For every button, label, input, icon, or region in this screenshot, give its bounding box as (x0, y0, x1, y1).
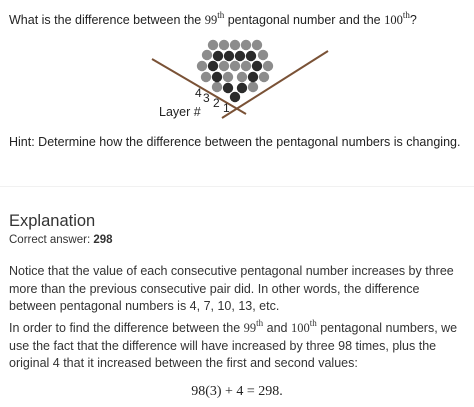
dot (235, 51, 245, 61)
question-sup2: th (402, 10, 410, 20)
correct-answer-label: Correct answer: (9, 234, 94, 246)
layer-label-4: 4 (195, 86, 202, 100)
explanation-paragraph-2 (9, 320, 469, 373)
question-middle: pentagonal number and the (224, 13, 385, 27)
dot (230, 92, 240, 102)
right-diagonal-line (222, 51, 328, 118)
dot (202, 50, 212, 60)
para2-rest: pentagonal numbers, we use the fact that the difference will have increased by three 98 times, plus the original 4 that it increased between the first and second values: (9, 321, 458, 370)
question-n1: 99 (204, 13, 218, 27)
para2-n2: 100 (290, 321, 310, 335)
layer-label-1: 1 (223, 101, 230, 115)
section-divider (0, 186, 474, 187)
layer-label-2: 2 (213, 96, 220, 110)
dot (212, 72, 222, 82)
para2-sup1: th (256, 318, 264, 328)
dot (258, 50, 268, 60)
layer-label-3: 3 (203, 91, 210, 105)
dot (252, 61, 262, 71)
question-n2: 100 (384, 13, 403, 27)
question-sup1: th (217, 10, 225, 20)
dot (201, 72, 211, 82)
dot (223, 83, 233, 93)
dot (252, 40, 262, 50)
hint-text: Hint: Determine how the difference between the pentagonal numbers is changing. (9, 135, 461, 149)
dot (197, 61, 207, 71)
dot (241, 40, 251, 50)
dot (237, 72, 247, 82)
layer-axis-label: Layer # (159, 105, 201, 119)
explanation-heading: Explanation (9, 212, 96, 230)
dot (208, 61, 218, 71)
dot (230, 40, 240, 50)
para2-and: and (263, 321, 291, 335)
dot (213, 51, 223, 61)
dot (223, 72, 233, 82)
dot (212, 82, 222, 92)
dot (237, 83, 247, 93)
question-prefix: What is the difference between the (9, 13, 205, 27)
dot (208, 40, 218, 50)
question-suffix: ? (409, 13, 417, 27)
formula: 98(3) + 4 = 298. (191, 384, 283, 399)
para2-n1: 99 (243, 321, 257, 335)
dot (241, 61, 251, 71)
dot (248, 72, 258, 82)
dot (248, 82, 258, 92)
dot (246, 51, 256, 61)
para2-sup2: th (309, 318, 317, 328)
correct-answer-value: 298 (93, 234, 113, 246)
explanation-paragraph-1: Notice that the value of each consecutive pentagonal number increases by three more than the previous consecutive pair did. In other words, the difference between pentagonal numbers is 4, 7, 10, 13, etc. (9, 264, 454, 313)
pentagonal-dots-figure (140, 34, 340, 126)
question-text (9, 12, 469, 28)
dot (224, 51, 234, 61)
dot (219, 40, 229, 50)
dot (263, 61, 273, 71)
dot (230, 61, 240, 71)
dot (259, 72, 269, 82)
para2-prefix: In order to find the difference between the (9, 321, 244, 335)
correct-answer-line (9, 234, 113, 246)
dot (219, 61, 229, 71)
